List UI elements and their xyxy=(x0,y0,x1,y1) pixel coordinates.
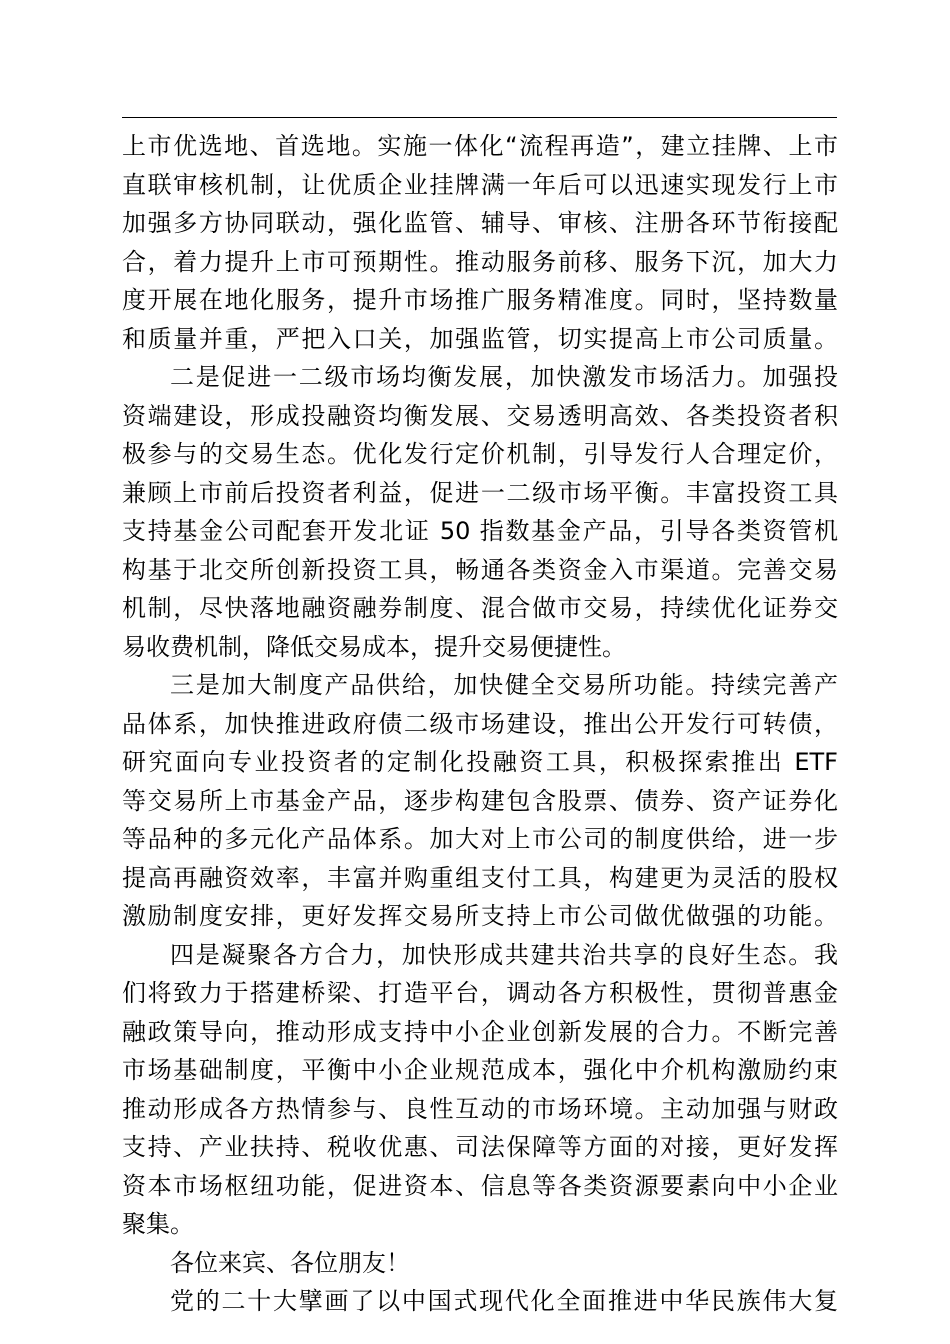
text-line: 合，着力提升上市可预期性。推动服务前移、服务下沉，加大力 xyxy=(122,247,838,276)
text-line: 聚集。 xyxy=(122,1210,194,1238)
text-line: 等品种的多元化产品体系。加大对上市公司的制度供给，进一步 xyxy=(122,825,838,853)
text-line: 和质量并重，严把入口关，加强监管，切实提高上市公司质量。 xyxy=(122,324,838,353)
text-line: 融政策导向，推动形成支持中小企业创新发展的合力。不断完善 xyxy=(122,1017,838,1046)
text-line: 品体系，加快推进政府债二级市场建设，推出公开发行可转债， xyxy=(122,709,838,738)
document-body xyxy=(122,127,838,1321)
text-line: 上市优选地、首选地。实施一体化“流程再造”，建立挂牌、上市 xyxy=(122,132,838,160)
text-line: 资端建设，形成投融资均衡发展、交易透明高效、各类投资者积 xyxy=(122,401,838,430)
text-line: 资本市场枢纽功能，促进资本、信息等各类资源要素向中小企业 xyxy=(122,1171,838,1200)
text-line: 支持基金公司配套开发北证 50 指数基金产品，引导各类资管机 xyxy=(122,517,838,545)
text-line: 二是促进一二级市场均衡发展，加快激发市场活力。加强投 xyxy=(170,363,838,391)
header-rule xyxy=(122,117,837,118)
text-line: 加强多方协同联动，强化监管、辅导、审核、注册各环节衔接配 xyxy=(122,209,838,237)
text-line: 提高再融资效率，丰富并购重组支付工具，构建更为灵活的股权 xyxy=(122,863,838,892)
text-line: 兼顾上市前后投资者利益，促进一二级市场平衡。丰富投资工具 xyxy=(122,478,838,507)
text-line: 研究面向专业投资者的定制化投融资工具，积极探索推出 ETF xyxy=(122,748,838,776)
text-line: 直联审核机制，让优质企业挂牌满一年后可以迅速实现发行上市 xyxy=(122,170,838,199)
text-line: 推动形成各方热情参与、良性互动的市场环境。主动加强与财政 xyxy=(122,1094,838,1123)
text-line: 易收费机制，降低交易成本，提升交易便捷性。 xyxy=(122,632,626,661)
text-line: 等交易所上市基金产品，逐步构建包含股票、债券、资产证券化 xyxy=(122,786,838,815)
text-line: 度开展在地化服务，提升市场推广服务精准度。同时，坚持数量 xyxy=(122,286,838,314)
text-line: 各位来宾、各位朋友！ xyxy=(170,1248,410,1277)
text-line: 四是凝聚各方合力，加快形成共建共治共享的良好生态。我 xyxy=(170,940,838,969)
text-line: 极参与的交易生态。优化发行定价机制，引导发行人合理定价， xyxy=(122,440,838,468)
text-line: 激励制度安排，更好发挥交易所支持上市公司做优做强的功能。 xyxy=(122,902,838,930)
text-line: 们将致力于搭建桥梁、打造平台，调动各方积极性，贯彻普惠金 xyxy=(122,979,838,1007)
text-line: 机制，尽快落地融资融券制度、混合做市交易，持续优化证券交 xyxy=(122,594,838,622)
text-line: 市场基础制度，平衡中小企业规范成本，强化中介机构激励约束 xyxy=(122,1056,838,1084)
text-line: 构基于北交所创新投资工具，畅通各类资金入市渠道。完善交易 xyxy=(122,555,838,584)
text-line: 党的二十大擘画了以中国式现代化全面推进中华民族伟大复 xyxy=(170,1287,838,1315)
text-line: 支持、产业扶持、税收优惠、司法保障等方面的对接，更好发挥 xyxy=(122,1133,838,1161)
text-line: 三是加大制度产品供给，加快健全交易所功能。持续完善产 xyxy=(170,671,838,699)
